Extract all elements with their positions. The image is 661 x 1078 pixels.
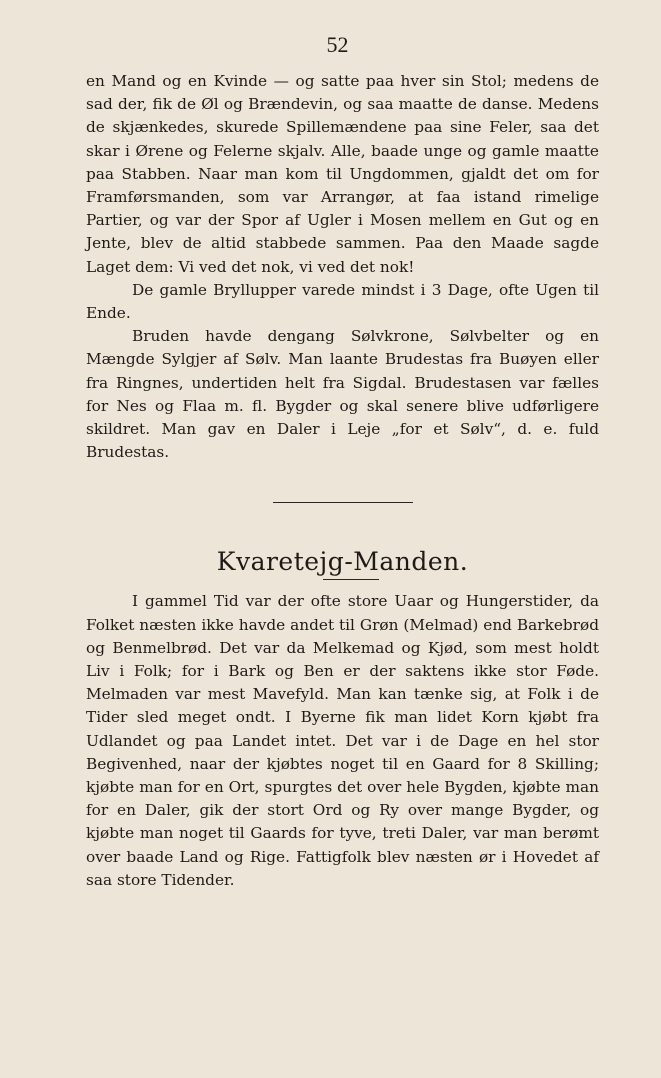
- page-number: 52: [326, 32, 349, 57]
- paragraph-hunger-times: I gammel Tid var der ofte store Uaar og Hungerstider, da Folket næsten ikke havde andet til Grøn (Melmad) end Barkebrød og Benmelbrød. Det var da Melkemad og Kjød, som mest holdt Liv i Folk; for i Bark og Ben er der saktens ikke stor Føde. Melmaden var mest Mavefyld. Man kan tænke sig, at Folk i de Tider sled meget ondt. I Byerne fik man lidet Korn kjøbt fra Udlandet og paa Landet intet. Det var i de Dage en hel stor Begivenhed, naar der kjøbtes noget til en Gaard for 8 Skilling; kjøbte man for en Ort, spurgtes det over hele Bygden, kjøbte man for en Daler, gik der stort Ord og Ry over mange Bygder, og kjøbte man noget til Gaards for tyve, treti Daler, var man berømt over baade Land og Rige. Fattigfolk blev næsten ør i Hovedet af saa store Tidender.: [86, 592, 599, 889]
- paragraph-wedding-dance: en Mand og en Kvinde — og satte paa hver sin Stol; medens de sad der, fik de Øl og Brændevin, og saa maatte de danse. Medens de skjænkedes, skurede Spillemændene paa sine Feler, saa det skar i Ørene og Felerne skjalv. Alle, baade unge og gamle maatte paa Stabben. Naar man kom til Ungdommen, gjaldt det om for Framførsmanden, som var Arrangør, at faa istand rimelige Partier, og var der Spor af Ugler i Mosen mellem en Gut og en Jente, blev de altid stabbede sammen. Paa den Maade sagde Laget dem: Vi ved det nok, vi ved det nok!: [86, 72, 599, 276]
- section-heading: Kvaretejg-Manden.: [216, 547, 469, 577]
- section-kvaretejg-text: [86, 590, 599, 892]
- section-divider: [273, 502, 413, 503]
- paragraph-wedding-duration: De gamle Bryllupper varede mindst i 3 Dage, ofte Ugen til Ende.: [86, 280, 599, 323]
- section-wedding-text: [86, 70, 599, 464]
- heading-underline: [323, 579, 379, 580]
- paragraph-bridal-silver: Bruden havde dengang Sølvkrone, Sølvbelter og en Mængde Sylgjer af Sølv. Man laante Brudestas fra Buøyen eller fra Ringnes, undertiden helt fra Sigdal. Brudestasen var fælles for Nes og Flaa m. fl. Bygder og skal senere blive udførligere skildret. Man gav en Daler i Leje „for et Sølv“, d. e. fuld Brudestas.: [86, 327, 599, 462]
